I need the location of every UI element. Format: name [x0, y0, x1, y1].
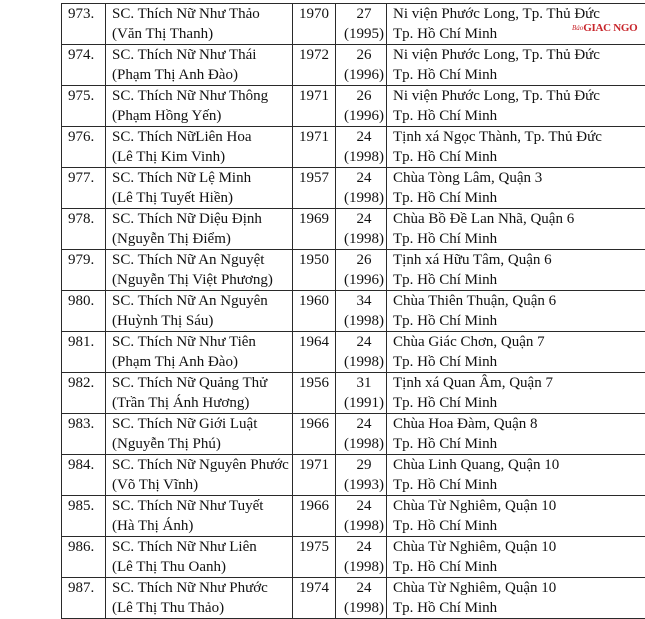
table-row	[62, 168, 645, 209]
ordination-age: 24	[342, 127, 386, 147]
dharma-name: SC. Thích Nữ Diệu Định	[112, 209, 292, 229]
temple-name: Ni viện Phước Long, Tp. Thủ Đức	[393, 86, 645, 106]
dharma-name: SC. Thích Nữ Nguyên Phước	[112, 455, 292, 475]
ordination-cell	[336, 127, 387, 168]
temple-city: Tp. Hồ Chí Minh	[393, 516, 645, 536]
dharma-name: SC. Thích Nữ Như Tuyết	[112, 496, 292, 516]
birth-year-cell	[293, 250, 336, 291]
table-row	[62, 537, 645, 578]
row-number-cell	[62, 414, 106, 455]
ordination-age: 31	[342, 373, 386, 393]
name-cell	[106, 45, 293, 86]
row-number-cell	[62, 578, 106, 619]
name-cell	[106, 86, 293, 127]
table-row	[62, 578, 645, 619]
ordination-year: (1995)	[342, 24, 386, 44]
row-number-cell	[62, 332, 106, 373]
temple-city: Tp. Hồ Chí Minh	[393, 311, 645, 331]
name-cell	[106, 291, 293, 332]
dharma-name: SC. Thích Nữ Như Thái	[112, 45, 292, 65]
table-row	[62, 45, 645, 86]
row-number-cell	[62, 250, 106, 291]
table-row	[62, 4, 645, 45]
birth-year-cell	[293, 455, 336, 496]
roster-body	[62, 4, 645, 619]
lay-name: (Phạm Hồng Yến)	[112, 106, 292, 126]
dharma-name: SC. Thích Nữ Giới Luật	[112, 414, 292, 434]
temple-cell	[387, 250, 645, 291]
dharma-name: SC. Thích Nữ An Nguyệt	[112, 250, 292, 270]
lay-name: (Văn Thị Thanh)	[112, 24, 292, 44]
birth-year: 1975	[299, 537, 335, 557]
row-number-cell	[62, 168, 106, 209]
temple-city: Tp. Hồ Chí Minh	[393, 557, 645, 577]
row-number: 973.	[68, 4, 105, 24]
temple-cell	[387, 455, 645, 496]
dharma-name: SC. Thích Nữ An Nguyên	[112, 291, 292, 311]
temple-cell	[387, 45, 645, 86]
row-number-cell	[62, 4, 106, 45]
lay-name: (Nguyễn Thị Việt Phương)	[112, 270, 292, 290]
ordination-year: (1998)	[342, 557, 386, 577]
dharma-name: SC. Thích Nữ Như Liên	[112, 537, 292, 557]
birth-year: 1956	[299, 373, 335, 393]
birth-year: 1950	[299, 250, 335, 270]
ordination-cell	[336, 4, 387, 45]
birth-year-cell	[293, 45, 336, 86]
dharma-name: SC. Thích Nữ Quảng Thử	[112, 373, 292, 393]
temple-name: Chùa Từ Nghiêm, Quận 10	[393, 578, 645, 598]
temple-name: Chùa Từ Nghiêm, Quận 10	[393, 537, 645, 557]
birth-year-cell	[293, 414, 336, 455]
temple-cell	[387, 127, 645, 168]
lay-name: (Phạm Thị Anh Đào)	[112, 65, 292, 85]
row-number-cell	[62, 86, 106, 127]
ordination-cell	[336, 45, 387, 86]
row-number-cell	[62, 537, 106, 578]
row-number-cell	[62, 45, 106, 86]
ordination-age: 24	[342, 168, 386, 188]
temple-cell	[387, 578, 645, 619]
ordination-cell	[336, 537, 387, 578]
birth-year: 1960	[299, 291, 335, 311]
row-number: 982.	[68, 373, 105, 393]
ordination-year: (1998)	[342, 434, 386, 454]
lay-name: (Lê Thị Tuyết Hiền)	[112, 188, 292, 208]
birth-year: 1974	[299, 578, 335, 598]
name-cell	[106, 168, 293, 209]
ordination-year: (1996)	[342, 65, 386, 85]
table-row	[62, 250, 645, 291]
row-number: 978.	[68, 209, 105, 229]
dharma-name: SC. Thích Nữ Như Thông	[112, 86, 292, 106]
name-cell	[106, 373, 293, 414]
ordination-year: (1998)	[342, 147, 386, 167]
birth-year: 1971	[299, 86, 335, 106]
row-number: 975.	[68, 86, 105, 106]
ordination-age: 29	[342, 455, 386, 475]
dharma-name: SC. Thích Nữ Như Tiên	[112, 332, 292, 352]
name-cell	[106, 332, 293, 373]
temple-name: Chùa Thiên Thuận, Quận 6	[393, 291, 645, 311]
row-number: 983.	[68, 414, 105, 434]
lay-name: (Lê Thị Kim Vinh)	[112, 147, 292, 167]
temple-name: Ni viện Phước Long, Tp. Thủ Đức	[393, 4, 645, 24]
birth-year: 1970	[299, 4, 335, 24]
temple-city: Tp. Hồ Chí Minh	[393, 24, 645, 44]
temple-name: Tịnh xá Quan Âm, Quận 7	[393, 373, 645, 393]
temple-name: Chùa Linh Quang, Quận 10	[393, 455, 645, 475]
temple-city: Tp. Hồ Chí Minh	[393, 393, 645, 413]
ordination-year: (1998)	[342, 516, 386, 536]
temple-city: Tp. Hồ Chí Minh	[393, 352, 645, 372]
lay-name: (Huỳnh Thị Sáu)	[112, 311, 292, 331]
name-cell	[106, 4, 293, 45]
birth-year-cell	[293, 209, 336, 250]
row-number-cell	[62, 209, 106, 250]
birth-year-cell	[293, 86, 336, 127]
row-number: 974.	[68, 45, 105, 65]
temple-city: Tp. Hồ Chí Minh	[393, 434, 645, 454]
row-number-cell	[62, 455, 106, 496]
name-cell	[106, 250, 293, 291]
temple-name: Tịnh xá Hữu Tâm, Quận 6	[393, 250, 645, 270]
temple-city: Tp. Hồ Chí Minh	[393, 147, 645, 167]
name-cell	[106, 127, 293, 168]
temple-cell	[387, 168, 645, 209]
lay-name: (Hà Thị Ánh)	[112, 516, 292, 536]
dharma-name: SC. Thích Nữ Như Thảo	[112, 4, 292, 24]
ordination-cell	[336, 332, 387, 373]
ordination-year: (1991)	[342, 393, 386, 413]
birth-year: 1964	[299, 332, 335, 352]
row-number-cell	[62, 291, 106, 332]
ordination-age: 26	[342, 250, 386, 270]
temple-name: Chùa Tòng Lâm, Quận 3	[393, 168, 645, 188]
name-cell	[106, 578, 293, 619]
ordination-year: (1998)	[342, 311, 386, 331]
temple-name: Chùa Bồ Đề Lan Nhã, Quận 6	[393, 209, 645, 229]
watermark-name: GIAC NGO	[583, 22, 637, 34]
lay-name: (Nguyễn Thị Điểm)	[112, 229, 292, 249]
name-cell	[106, 414, 293, 455]
temple-cell	[387, 537, 645, 578]
row-number: 987.	[68, 578, 105, 598]
lay-name: (Trần Thị Ánh Hương)	[112, 393, 292, 413]
temple-name: Chùa Giác Chơn, Quận 7	[393, 332, 645, 352]
temple-city: Tp. Hồ Chí Minh	[393, 229, 645, 249]
birth-year-cell	[293, 127, 336, 168]
temple-city: Tp. Hồ Chí Minh	[393, 598, 645, 618]
name-cell	[106, 209, 293, 250]
table-row	[62, 127, 645, 168]
ordination-age: 24	[342, 537, 386, 557]
birth-year-cell	[293, 4, 336, 45]
ordination-age: 24	[342, 578, 386, 598]
nun-roster-table	[61, 3, 645, 619]
ordination-age: 26	[342, 45, 386, 65]
birth-year: 1966	[299, 496, 335, 516]
table-row	[62, 373, 645, 414]
ordination-age: 24	[342, 414, 386, 434]
row-number: 985.	[68, 496, 105, 516]
ordination-cell	[336, 250, 387, 291]
temple-cell	[387, 496, 645, 537]
lay-name: (Phạm Thị Anh Đào)	[112, 352, 292, 372]
temple-cell	[387, 332, 645, 373]
birth-year: 1972	[299, 45, 335, 65]
ordination-age: 24	[342, 209, 386, 229]
ordination-year: (1998)	[342, 188, 386, 208]
table-row	[62, 496, 645, 537]
ordination-cell	[336, 86, 387, 127]
birth-year: 1971	[299, 127, 335, 147]
temple-name: Chùa Từ Nghiêm, Quận 10	[393, 496, 645, 516]
temple-name: Ni viện Phước Long, Tp. Thủ Đức	[393, 45, 645, 65]
row-number: 977.	[68, 168, 105, 188]
birth-year-cell	[293, 291, 336, 332]
name-cell	[106, 455, 293, 496]
temple-cell	[387, 86, 645, 127]
row-number-cell	[62, 127, 106, 168]
dharma-name: SC. Thích Nữ Như Phước	[112, 578, 292, 598]
temple-city: Tp. Hồ Chí Minh	[393, 188, 645, 208]
birth-year: 1957	[299, 168, 335, 188]
temple-city: Tp. Hồ Chí Minh	[393, 475, 645, 495]
ordination-age: 24	[342, 332, 386, 352]
temple-cell	[387, 291, 645, 332]
row-number-cell	[62, 496, 106, 537]
ordination-year: (1996)	[342, 106, 386, 126]
temple-city: Tp. Hồ Chí Minh	[393, 65, 645, 85]
row-number: 980.	[68, 291, 105, 311]
ordination-cell	[336, 578, 387, 619]
temple-city: Tp. Hồ Chí Minh	[393, 270, 645, 290]
ordination-cell	[336, 168, 387, 209]
lay-name: (Lê Thị Thu Oanh)	[112, 557, 292, 577]
lay-name: (Nguyễn Thị Phú)	[112, 434, 292, 454]
ordination-year: (1996)	[342, 270, 386, 290]
birth-year-cell	[293, 496, 336, 537]
row-number: 979.	[68, 250, 105, 270]
ordination-cell	[336, 209, 387, 250]
dharma-name: SC. Thích NữLiên Hoa	[112, 127, 292, 147]
birth-year: 1966	[299, 414, 335, 434]
birth-year: 1969	[299, 209, 335, 229]
row-number-cell	[62, 373, 106, 414]
ordination-cell	[336, 496, 387, 537]
birth-year: 1971	[299, 455, 335, 475]
ordination-age: 26	[342, 86, 386, 106]
table-row	[62, 209, 645, 250]
ordination-cell	[336, 414, 387, 455]
name-cell	[106, 496, 293, 537]
birth-year-cell	[293, 537, 336, 578]
ordination-cell	[336, 455, 387, 496]
ordination-cell	[336, 373, 387, 414]
birth-year-cell	[293, 168, 336, 209]
birth-year-cell	[293, 373, 336, 414]
ordination-year: (1998)	[342, 598, 386, 618]
dharma-name: SC. Thích Nữ Lệ Minh	[112, 168, 292, 188]
ordination-age: 34	[342, 291, 386, 311]
row-number: 976.	[68, 127, 105, 147]
ordination-year: (1998)	[342, 229, 386, 249]
lay-name: (Lê Thị Thu Thảo)	[112, 598, 292, 618]
temple-cell	[387, 373, 645, 414]
giacngo-watermark	[572, 21, 637, 34]
table-row	[62, 291, 645, 332]
temple-name: Tịnh xá Ngọc Thành, Tp. Thủ Đức	[393, 127, 645, 147]
table-row	[62, 414, 645, 455]
watermark-prefix: Báo	[572, 24, 583, 32]
ordination-year: (1993)	[342, 475, 386, 495]
birth-year-cell	[293, 578, 336, 619]
row-number: 986.	[68, 537, 105, 557]
temple-cell	[387, 414, 645, 455]
table-row	[62, 86, 645, 127]
temple-cell	[387, 209, 645, 250]
ordination-year: (1998)	[342, 352, 386, 372]
ordination-age: 27	[342, 4, 386, 24]
lay-name: (Võ Thị Vĩnh)	[112, 475, 292, 495]
table-row	[62, 332, 645, 373]
row-number: 984.	[68, 455, 105, 475]
temple-city: Tp. Hồ Chí Minh	[393, 106, 645, 126]
temple-name: Chùa Hoa Đàm, Quận 8	[393, 414, 645, 434]
ordination-age: 24	[342, 496, 386, 516]
birth-year-cell	[293, 332, 336, 373]
row-number: 981.	[68, 332, 105, 352]
ordination-cell	[336, 291, 387, 332]
table-row	[62, 455, 645, 496]
name-cell	[106, 537, 293, 578]
